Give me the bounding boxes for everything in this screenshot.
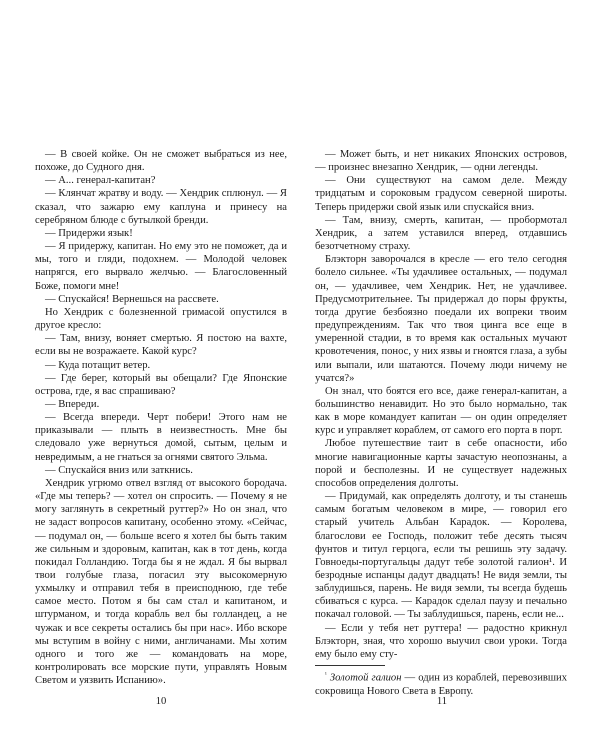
right-page-number: 11: [436, 696, 448, 707]
footnote-marker: ¹: [325, 672, 327, 679]
right-page-text: [315, 148, 567, 698]
paragraph: — Там, внизу, смерть, капитан, — пробормотал Хендрик, а затем уставился вперед, отдавшись безотчетному страху.: [315, 214, 567, 253]
left-page-number: 10: [155, 696, 167, 707]
paragraph: — Где берег, который вы обещали? Где Японские острова, где, я вас спрашиваю?: [35, 372, 287, 397]
paragraph: — А... генерал-капитан?: [45, 175, 156, 187]
paragraph: — Придумай, как определять долготу, и ты станешь самым богатым человеком в мире, — говорил его старый учитель Альбан Карадок. — Королева, благослови ее Господь, положит тебе десять тысяч фунтов и титул герцога, если ты решишь эту задачу. Говноеды-португальцы дадут тебе золотой галион¹. И безродные испанцы дадут двадцать! Не видя земли, ты заблудишься, парень. Не видя земли, ты всегда будешь сбиваться с курса. — Карадок сделал паузу и печально покачал головой. — Ты заблудишься, парень, если не...: [315, 491, 567, 621]
paragraph: Но Хендрик с болезненной гримасой опустился в другое кресло:: [35, 306, 287, 332]
paragraph: — Если у тебя нет руттера! — радостно крикнул Блэкторн, зная, что хорошо выучил свои уроки. Тогда ему было ему сту-: [315, 622, 567, 660]
paragraph: Он знал, что боятся его все, даже генерал-капитан, а большинство ненавидит. Но это было нормально, так как в море командует капитан — он один определяет курс и управляет кораблем, от самого его порта в порт.: [315, 385, 567, 437]
paragraph: Любое путешествие таит в себе опасности, ибо многие навигационные карты зачастую неопознаны, а порой и бесполезны. И не существует надежных способов определения долготы.: [315, 438, 567, 489]
paragraph: — Придержи язык!: [45, 227, 133, 239]
paragraph: — Спускайся! Вернешься на рассвете.: [45, 293, 219, 305]
paragraph: — В своей койке. Он не сможет выбраться из нее, похоже, до Судного дня.: [35, 149, 287, 174]
paragraph: — Куда потащит ветер.: [45, 359, 151, 371]
paragraph: — Там, внизу, воняет смертью. Я постою на вахте, если вы не возражаете. Какой курс?: [35, 333, 287, 358]
footnote: [315, 669, 567, 698]
paragraph: — Я придержу, капитан. Но ему это не поможет, да и мы, того и гляди, подохнем. — Молодой человек напрягся, его вырвало желчью. — Благословенный Боже, помоги мне!: [35, 241, 287, 292]
paragraph: Хендрик угрюмо отвел взгляд от высокого бородача. «Где мы теперь? — хотел он спросить. — Почему я не могу заглянуть в секретный руттер?» Но он знал, что не задаст вопросов капитану, особенно этому. «Сейчас, — подумал он, — больше всего я хотел бы быть таким же сильным и здоровым, капитан, как в тот день, когда покидал Голландию. Тогда бы я не ждал. Я бы вырвал твои голубые глаза, погасил эту высокомерную ухмылку и отправил тебя в преисподнюю, где тебе самое место. Потом я бы сам стал и капитаном, и штурманом, и тогда корабль вел бы голландец, а не чужак и все секреты остались бы при нас». Ибо вскоре мы вступим в войну с ними, англичанами. Мы хотим одного и того же — командовать на море, контролировать все морские пути, управлять Новым Светом и уязвить Испанию».: [35, 477, 287, 687]
footnote-term: Золотой галион: [326, 672, 402, 684]
paragraph: Блэкторн заворочался в кресле — его тело сегодня болело сильнее. «Ты удачливее остальных, — подумал он, — удачливее, чем Хендрик. Нет, не удачливее. Предусмотрительнее. Ты придержал до поры фрукты, тогда другие безбоязно поедали их вопреки твоим предупреждениям. Так что твоя цинга все еще в умеренной стадии, в то время как остальных мучают кровотечения, понос, у них язвы и гноятся глаза, а зубы или выпали, или шатаются. Почему люди ничему не учатся?»: [315, 254, 567, 384]
footnote-text: — один из кораблей, перевозивших сокровища Нового Света в Европу.: [315, 672, 568, 697]
paragraph: — Спускайся вниз или заткнись.: [45, 464, 193, 476]
paragraph: — Может быть, и нет никаких Японских островов, — произнес внезапно Хендрик, — одни легенды.: [315, 149, 567, 174]
left-page-text: [35, 148, 287, 687]
paragraph: — Всегда впереди. Черт побери! Этого нам не приказывали — плыть в неизвестность. Мне бы следовало уже вернуться домой, сытым, целым и невредимым, а не гнаться за огнями святого Эльма.: [35, 412, 287, 463]
footnote-divider: [315, 665, 385, 666]
paragraph: — Впереди.: [45, 398, 100, 410]
paragraph: — Они существуют на самом деле. Между тридцатым и сороковым градусом северной широты. Теперь придержи свой язык или спускайся вниз.: [315, 175, 567, 213]
paragraph: — Клянчат жратву и воду. — Хендрик сплюнул. — Я сказал, что зажарю ему каплуна и принесу на серебряном блюде с бутылкой бренди.: [35, 188, 287, 226]
